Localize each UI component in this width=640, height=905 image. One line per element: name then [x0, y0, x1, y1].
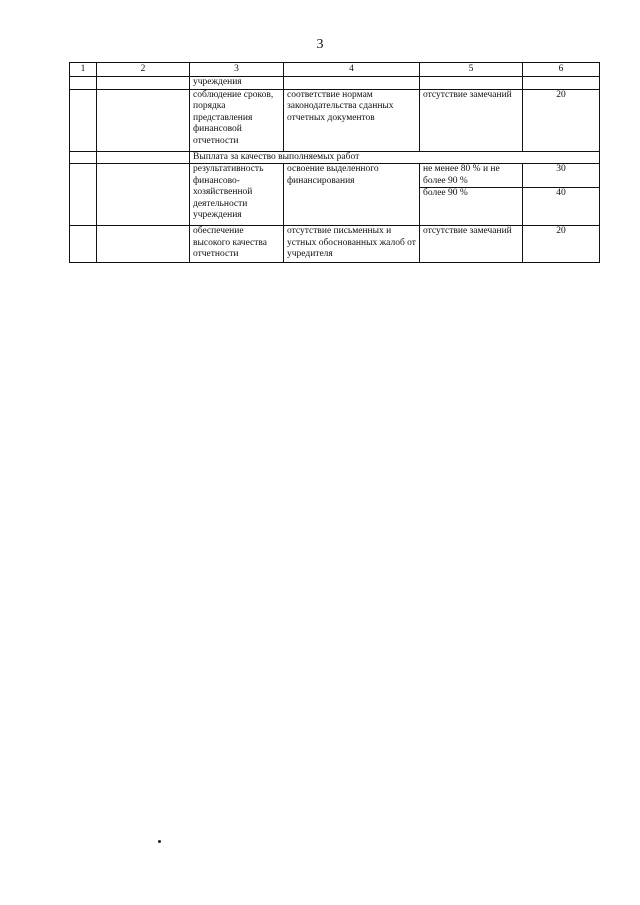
table-row	[70, 164, 600, 188]
header-cell: 6	[523, 63, 600, 77]
table-cell	[70, 89, 97, 151]
table-cell: результативность финансово-хозяйственной деятельности учреждения	[190, 164, 284, 226]
table-cell	[523, 76, 600, 89]
header-cell: 2	[97, 63, 190, 77]
table-cell	[420, 76, 523, 89]
table-row	[70, 89, 600, 151]
table-row	[70, 226, 600, 263]
table-cell	[97, 151, 190, 164]
table-cell: учреждения	[190, 76, 284, 89]
table-cell: 40	[523, 188, 600, 226]
table-cell: более 90 %	[420, 188, 523, 226]
header-cell: 1	[70, 63, 97, 77]
scan-dot	[158, 840, 161, 843]
table-cell: 20	[523, 226, 600, 263]
section-title: Выплата за качество выполняемых работ	[190, 151, 600, 164]
table-cell: отсутствие замечаний	[420, 89, 523, 151]
table-cell	[284, 76, 420, 89]
table-cell	[97, 89, 190, 151]
table-cell: не менее 80 % и не более 90 %	[420, 164, 523, 188]
table-row	[70, 76, 600, 89]
table-cell	[97, 164, 190, 226]
table-cell	[70, 151, 97, 164]
header-cell: 3	[190, 63, 284, 77]
table-cell	[70, 164, 97, 226]
table-cell	[70, 226, 97, 263]
table-cell	[97, 76, 190, 89]
table-cell: освоение выделенного финансирования	[284, 164, 420, 226]
table-header-row	[70, 63, 600, 77]
header-cell: 4	[284, 63, 420, 77]
table-cell: 20	[523, 89, 600, 151]
table-cell: отсутствие письменных и устных обоснованных жалоб от учредителя	[284, 226, 420, 263]
table-cell: обеспечение высокого качества отчетности	[190, 226, 284, 263]
table-cell: отсутствие замечаний	[420, 226, 523, 263]
table-cell: соблюдение сроков, порядка представления финансовой отчетности	[190, 89, 284, 151]
table-cell	[97, 226, 190, 263]
table-cell: соответствие нормам законодательства сданных отчетных документов	[284, 89, 420, 151]
table-cell: 30	[523, 164, 600, 188]
table-cell	[70, 76, 97, 89]
header-cell: 5	[420, 63, 523, 77]
section-row	[70, 151, 600, 164]
page-number: 3	[316, 37, 324, 52]
criteria-table	[69, 62, 600, 263]
